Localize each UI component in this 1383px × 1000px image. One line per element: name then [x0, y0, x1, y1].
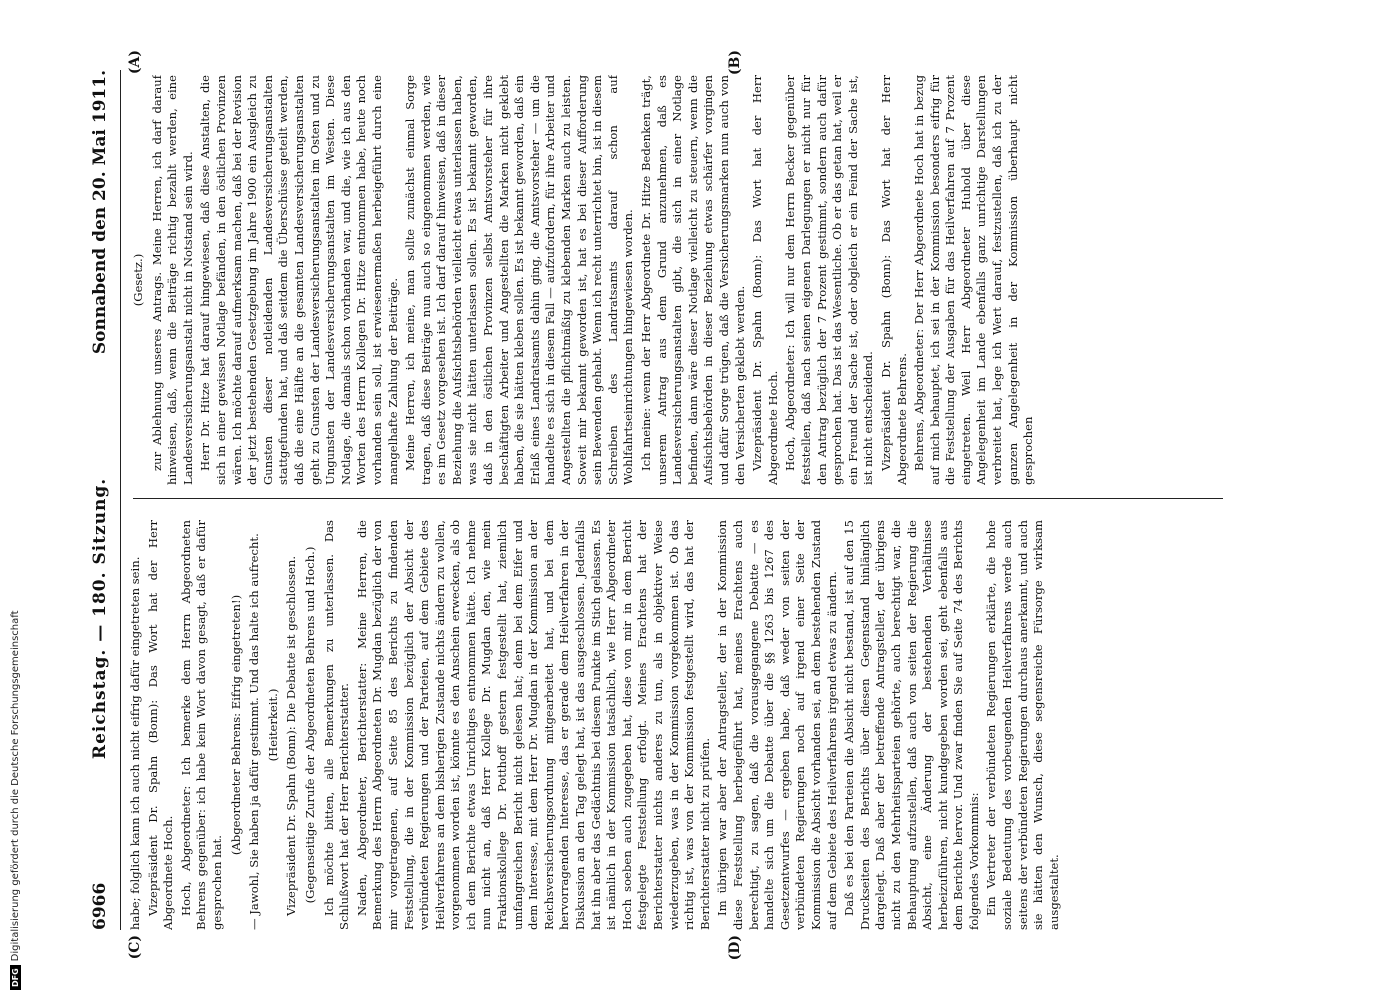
paragraph: Hoch, Abgeordneter: Ich will nur dem Herrn Becker gegenüber feststellen, daß nach seinen eigenen Darlegungen er nicht nur für den Antrag bezüglich der 7 Prozent gestimmt, sondern auch dafür gesprochen hat. Das ist das Wesentliche. Ob er das getan hat, weil er ein Freund der Sache ist, oder obgleich er ein Feind der Sache ist, ist nicht entscheidend.: [783, 75, 876, 485]
margin-marker-c: (C): [127, 935, 143, 960]
paragraph: Daß es bei den Parteien die Absicht nicht bestand, ist auf den 15 Druckseiten des Berichts über diesen Gegenstand hinlänglich dargelegt. Daß aber der betreffende Antragsteller, der übrigens nicht zu den Mehrheitsparteien gehörte, auch berechtigt war, die Behauptung aufzustellen, daß auch von seiten der Regierung die Absicht, eine Änderung der bestehenden Verhältnisse herbeizuführen, nicht kundgegeben worden sei, geht ebenfalls aus dem Berichte hervor. Und zwar finden Sie auf Seite 74 des Berichts folgendes Vorkommnis:: [842, 520, 981, 930]
right-text-column: [128, 520, 1243, 930]
dfg-logo-icon: DFG: [10, 965, 21, 990]
column-divider: [133, 498, 1223, 499]
digitization-credit: [0, 0, 20, 1000]
margin-marker-d: (D): [727, 935, 743, 961]
paragraph: Herr Dr. Hitze hat darauf hingewiesen, daß diese Anstalten, die sich in einer gewissen Notlage befänden, in den östlichen Provinzen wären. Ich möchte darauf aufmerksam machen, daß bei der Revision der jetzt bestehenden Gesetzgebung im Jahre 1900 ein Ausgleich zu Gunsten dieser notleidenden Landesversicherungsanstalten stattgefunden hat, und daß seitdem die Überschüsse geteilt werden, daß die eine Hälfte an die gesamten Landesversicherungsanstalten geht zu Gunsten der Landesversicherungsanstalten im Osten und zu Ungunsten der Landesversicherungsanstalten im Westen. Diese Notlage, die damals schon vorhanden war, und die, wie ich aus den Worten des Herrn Kollegen Dr. Hitze entnommen habe, heute noch vorhanden sein soll, ist erwiesenermaßen herbeigeführt durch eine mangelhafte Zahlung der Beiträge.: [198, 75, 400, 485]
left-text-column: [128, 75, 1243, 485]
stage-direction: (Gesetz.): [131, 253, 145, 307]
paragraph: Naden, Abgeordneter, Berichterstatter: Meine Herren, die Bemerkung des Herrn Abgeordneten Dr. Mugdan bezüglich der von mir vorgetragenen, auf Seite 85 des Berichts zu findenden Feststellung, die in der Kommission bezüglich der Absicht der verbündeten Regierungen und der Parteien, auf dem Gebiete des Heilverfahrens an dem bisherigen Zustande nichts ändern zu wollen, vorgenommen worden ist, könnte es den Anschein erwecken, als ob ich dem Berichte etwas Unrichtiges entnommen hätte. Ich nehme nun nicht an, daß Herr Kollege Dr. Mugdan den, wie mein Fraktionskollege Dr. Potthoff gestern festgestellt hat, ziemlich umfangreichen Bericht nicht gelesen hat; denn bei dem Eifer und dem Interesse, mit dem Herr Dr. Mugdan in der Kommission an der Reichsversicherungsordnung mitgearbeitet hat, und bei dem hervorragenden Interesse, das er gerade dem Heilverfahren in der Diskussion an den Tag gelegt hat, ist das ausgeschlossen. Jedenfalls hat ihn aber das Gedächtnis bei diesem Punkte im Stich gelassen. Es ist nämlich in der Kommission tatsächlich, wie Herr Abgeordneter Hoch soeben auch zugegeben hat, diese von mir in dem Bericht festgelegte Feststellung erfolgt. Meines Erachtens hat der Berichterstatter nichts anderes zu tun, als in objektiver Weise wiederzugeben, was in der Kommission vorgekommen ist. Ob das richtig ist, was von der Kommission festgestellt wird, das hat der Berichterstatter nicht zu prüfen.: [354, 520, 712, 930]
paragraph: Vizepräsident Dr. Spahn (Bonn): Das Wort hat der Herr Abgeordnete Behrens.: [878, 75, 909, 485]
margin-marker-b: (B): [727, 50, 743, 76]
paragraph: Ich möchte bitten, alle Bemerkungen zu unterlassen. Das Schlußwort hat der Herr Berichterstatter.: [321, 520, 352, 930]
paragraph: Vizepräsident Dr. Spahn (Bonn): Das Wort hat der Herr Abgeordnete Hoch.: [145, 520, 176, 930]
stage-direction: (Gegenseitige Zurufe der Abgeordneten Behrens und Hoch.): [302, 546, 317, 904]
sitting-date: Sonnabend den 20. Mai 1911.: [90, 70, 110, 355]
credit-text: Digitalisierung gefördert durch die Deutsche Forschungsgemeinschaft: [10, 610, 21, 962]
paragraph: Meine Herren, ich meine, man sollte zunächst einmal Sorge tragen, daß diese Beiträge nun auch so eingenommen werden, wie es im Gesetz vorgesehen ist. Ich darf darauf hinweisen, daß in dieser Beziehung die Aufsichtsbehörden vielleicht etwas unterlassen haben, was sie nicht hätten unterlassen sollen. Es ist bekannt geworden, daß in den östlichen Provinzen selbst Amtsvorsteher für ihre beschäftigten Arbeiter und Angestellten die Marken nicht geklebt haben, die sie hätten kleben sollen. Es ist bekannt geworden, daß ein Erlaß eines Landratsamts dahin ging, die Amtsvorsteher — um die handelte es sich in diesem Fall — aufzufordern, für ihre Arbeiter und Angestellten die pflichtmäßig zu klebenden Marken auch zu leisten. Soweit mir bekannt geworden ist, hat es bei dieser Aufforderung sein Bewenden gehabt. Wenn ich recht unterrichtet bin, ist in diesem Schreiben des Landratsamts darauf schon auf Wohlfahrtseinrichtungen hingewiesen worden.: [403, 75, 636, 485]
paragraph: Hoch, Abgeordneter: Ich bemerke dem Herrn Abgeordneten Behrens gegenüber: ich habe kein Wort davon gesagt, daß er dafür gesprochen hat.: [178, 520, 224, 930]
paragraph: Ich meine: wenn der Herr Abgeordnete Dr. Hitze Bedenken trägt, unserem Antrag aus dem Grund anzunehmen, daß es Landesversicherungsanstalten gibt, die sich in einer Notlage befinden, dann wäre dieser Notlage vielleicht zu steuern, wenn die Aufsichtsbehörden in dieser Beziehung etwas schärfer vorgingen und dafür Sorge trügen, daß die Versicherungsmarken nun auch von den Versicherten geklebt werden.: [639, 75, 747, 485]
paragraph: Vizepräsident Dr. Spahn (Bonn): Das Wort hat der Herr Abgeordnete Hoch.: [750, 75, 780, 485]
paragraph: habe; folglich kann ich auch nicht eifrig dafür eingetreten sein.: [128, 556, 142, 930]
paragraph: Vizepräsident Dr. Spahn (Bonn): Die Debatte ist geschlossen.: [284, 555, 299, 916]
stage-direction: (Heiterkeit.): [265, 688, 280, 762]
paragraph: zur Ablehnung unseres Antrags. Meine Herren, ich darf darauf hinweisen, daß, wenn die Beiträge richtig bezahlt werden, eine Landesversicherungsanstalt nicht in Notstand sein wird.: [149, 75, 195, 485]
page-number: 6966: [90, 882, 110, 930]
header-rule: [120, 70, 121, 930]
page-title: Reichstag. — 180. Sitzung.: [90, 477, 110, 760]
paragraph: Behrens, Abgeordneter: Der Herr Abgeordnete Hoch hat in bezug auf mich behauptet, ich sei in der Kommission besonders eifrig für die Feststellung der Ausgaben für das Heilverfahren auf 7 Prozent eingetreten. Weil Herr Abgeordneter Huhold über diese Angelegenheit im Lande ebenfalls ganz unrichtige Darstellungen verbreitet hat, lege ich Wert darauf, festzustellen, daß ich zu der ganzen Angelegenheit in der Kommission überhaupt nicht gesprochen: [912, 75, 1036, 485]
margin-marker-a: (A): [127, 50, 143, 75]
stage-direction: (Abgeordneter Behrens: Eifrig eingetreten!): [228, 594, 243, 856]
page-header: [87, 70, 113, 930]
paragraph: Ein Vertreter der verbündeten Regierungen erklärte, die hohe soziale Bedeutung des vorbeugenden Heilverfahrens werde auch seitens der verbündeten Regierungen durchaus anerkannt, und auch sie hätten den Wunsch, diese segensreiche Fürsorge wirksam ausgestaltet.: [984, 520, 1061, 930]
paragraph: Im übrigen war aber der Antragsteller, der in der Kommission diese Feststellung herbeigeführt hat, meines Erachtens auch berechtigt, zu sagen, daß die vorausgegangene Debatte — es handelte sich um die Debatte über die §§ 1263 bis 1267 des Gesetzentwurfes — ergeben habe, daß weder von seiten der verbündeten Regierungen noch auf irgend einer Seite der Kommission die Absicht vorhanden sei, an dem bestehenden Zustand auf dem Gebiete des Heilverfahrens irgend etwas zu ändern.: [715, 520, 839, 930]
paragraph: — Jawohl, Sie haben ja dafür gestimmt. Und das halte ich aufrecht.: [247, 533, 262, 930]
